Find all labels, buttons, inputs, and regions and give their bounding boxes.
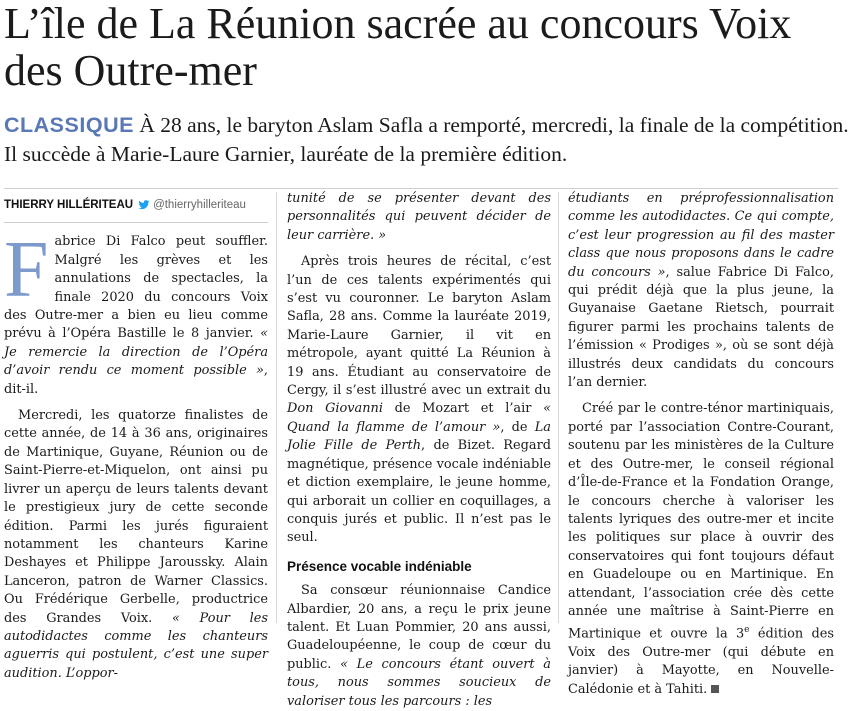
paragraph-text: , de	[500, 419, 535, 435]
standfirst	[4, 111, 854, 169]
headline: L’île de La Réunion sacrée au concours Voix des Outre-mer	[4, 0, 792, 95]
quote: « Le concours étant ouvert à tous, nous sommes soucieux de valoriser tous les parcours : les	[287, 656, 551, 709]
paragraph-text: , dit-il.	[4, 363, 268, 397]
header-divider	[4, 188, 838, 189]
work-title: La Jolie Fille de Perth	[287, 419, 551, 454]
column-2	[287, 190, 551, 711]
twitter-handle[interactable]: @thierryhilleriteau	[153, 199, 246, 211]
author-name: THIERRY HILLÉRITEAU	[4, 199, 134, 211]
paragraph-text: Sa consœur réunionnaise Candice Albardier, 20 ans, a reçu le prix jeune talent. Et Luan Pommier, 20 ans aussi, Guadeloupéenne, le coup de cœur du public.	[287, 583, 551, 672]
work-title: Don Giovanni	[287, 401, 383, 417]
paragraph	[4, 226, 268, 399]
paragraph	[287, 582, 551, 711]
paragraph	[568, 400, 834, 699]
quote: étudiants en préprofessionnalisation comme les autodidactes. Ce qui compte, c’est leur progression au fil des master class que nous proposons dans le cadre du concours »	[568, 191, 834, 280]
subheading: Présence vocable indéniable	[287, 558, 472, 574]
paragraph	[287, 253, 551, 548]
paragraph-text: Créé par le contre-ténor martiniquais, porté par l’association Contre-Courant, soutenu par les ministères de la Culture et des Outre-mer, le conseil régional d’Île-de-France et la Fondation Orange, le concours cherche à valoriser les talents lyriques des outre-mer et incite les politiques sur place à ouvrir des conservatoires qui font toujours défaut en Guadeloupe ou en Martinique. En attendant, l’association crée dès cette année une maîtrise à Saint-Pierre en Martinique et ouvre la 3	[568, 401, 834, 642]
end-mark-icon	[711, 685, 719, 693]
superscript: e	[744, 625, 750, 636]
drop-cap: F	[4, 226, 49, 315]
column-1	[4, 190, 268, 683]
column-divider-2	[558, 192, 559, 623]
byline	[4, 196, 268, 214]
quote: « Je remercie la direction de l’Opéra d’avoir rendu ce moment possible »	[4, 326, 268, 379]
paragraph	[4, 407, 268, 683]
quote: « Pour les autodidactes comme les chanteurs aguerris qui postulent, c’est une super audition. L’oppor-	[4, 610, 269, 681]
paragraph-text: abrice Di Falco peut souffler. Malgré les grèves et les annulations de spectacles, la finale 2020 du concours Voix des Outre-mer a bien eu lieu comme prévu à l’Opéra Bastille le 8 janvier.	[4, 234, 268, 342]
kicker-label: CLASSIQUE	[4, 113, 134, 137]
paragraph	[568, 190, 834, 392]
paragraph-text: Après trois heures de récital, c’est l’un de ces talents expérimentés qui s’est vu couronner. Le baryton Aslam Safla, 28 ans. Comme la lauréate 2019, Marie-Laure Garnier, il vit en métropole, ayant quitté La Réunion à 19 ans. Étudiant au conservatoire de Cergy, il s’est illustré avec un extrait du	[287, 254, 551, 399]
work-title: « Quand la flamme de l’amour »	[287, 401, 551, 435]
twitter-icon	[138, 199, 150, 211]
paragraph-text: , de Bizet. Regard magnétique, présence vocale indéniable et diction exemplaire, le jeune homme, qui arborait un collier en coquillages, a conquis jurés et public. Il n’est pas le seul.	[287, 438, 551, 546]
standfirst-text: À 28 ans, le baryton Aslam Safla a remporté, mercredi, la finale de la compétition. Il succède à Marie-Laure Garnier, lauréate de la première édition.	[4, 113, 849, 166]
byline-divider	[4, 222, 268, 223]
paragraph-text: édition des Voix des Outre-mer (qui débute en janvier) à Mayotte, en Nouvelle-Calédonie et à Tahiti.	[568, 626, 834, 697]
quote: tunité de se présenter devant des personnalités qui peuvent décider de leur carrière. »	[287, 191, 551, 243]
paragraph-text: Mercredi, les quatorze finalistes de cette année, de 14 à 36 ans, originaires de Martinique, Guyane, Réunion ou de Saint-Pierre-et-Miquelon, ont ainsi pu livrer un aperçu de leurs talents devant le prestigieux jury de cette seconde édition. Parmi les jurés figuraient notamment les chanteurs Karine Deshayes et Philippe Jaroussky. Alain Lanceron, patron de Warner Classics. Ou Frédérique Gerbelle, productrice des Grandes Voix.	[4, 408, 268, 626]
column-divider-1	[276, 192, 277, 623]
paragraph	[287, 190, 551, 245]
paragraph-text: , salue Fabrice Di Falco, qui prédit déjà que la plus jeune, la Guyanaise Gaetane Rietsch, pourrait figurer parmi les prochains talents de l’émission « Prodiges », où se sont déjà illustrés deux candidats du concours l’an dernier.	[568, 264, 834, 391]
paragraph-text: de Mozart et l’air	[382, 401, 544, 417]
